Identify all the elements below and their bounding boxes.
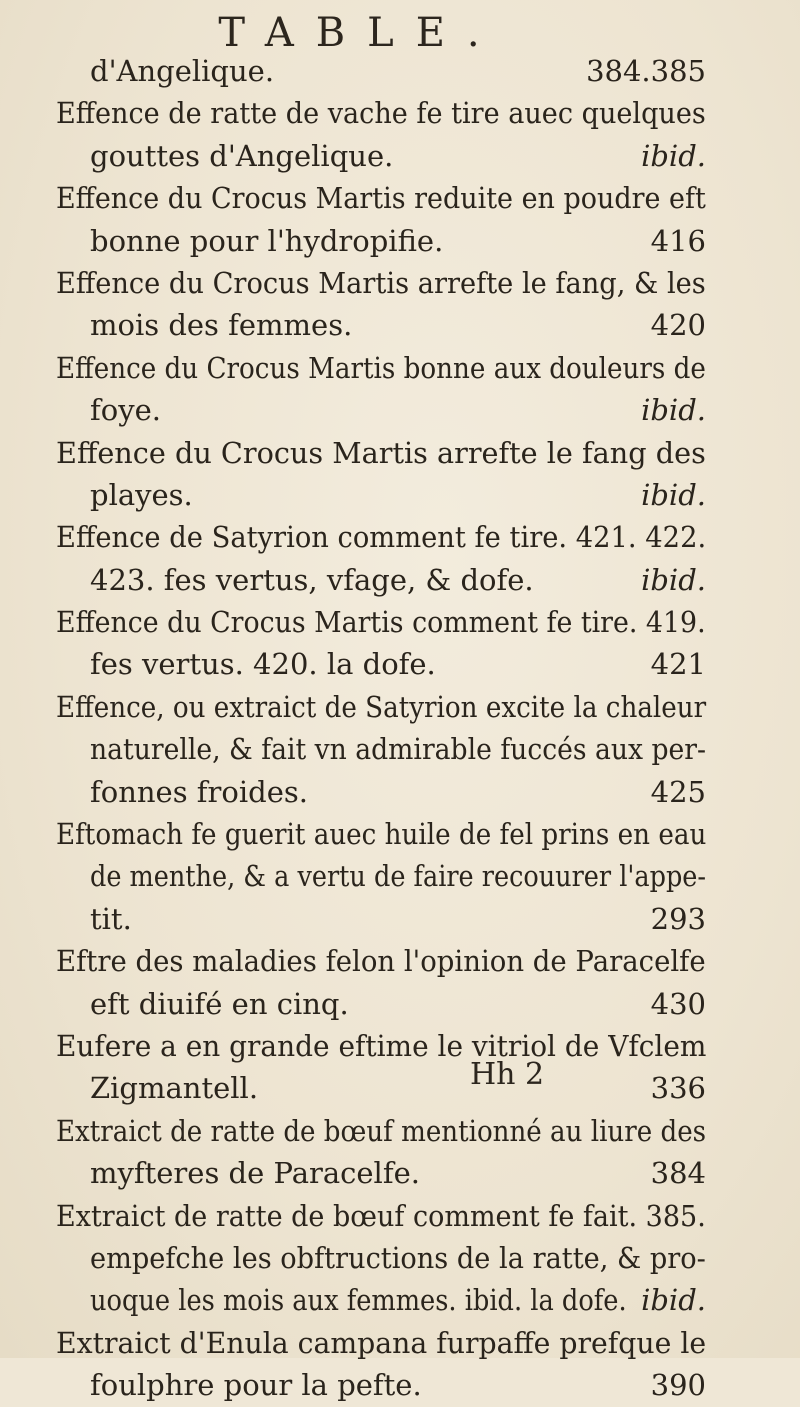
entry-text: fonnes froides. [90,774,308,809]
index-entries [56,50,706,1407]
entry-text: Effence du Crocus Martis bonne aux douleurs de [56,350,706,385]
page-reference: 430 [650,986,706,1021]
entry-continuation-line [56,389,706,431]
entry-text: Effence de Satyrion comment fe tire. 421. 422. [56,520,707,555]
page-reference: 420 [650,308,706,343]
entry-text: myfteres de Paracelfe. [90,1156,420,1191]
page-reference: 425 [650,774,706,809]
entry-line [56,262,706,304]
entry-continuation-line [56,474,706,516]
entry-continuation-line [56,771,706,813]
entry-line [56,516,706,558]
entry-text: mois des femmes. [90,308,353,343]
entry-continuation-line [56,728,706,770]
entry-text: gouttes d'Angelique. [90,138,394,173]
entry-text: tit. [90,901,132,936]
entry-continuation-line [56,220,706,262]
entry-text: de menthe, & a vertu de faire recouurer l'appe- [90,859,707,894]
entry-text: foye. [90,393,161,428]
entry-line [56,686,706,728]
entry-continuation-line [56,50,706,92]
entry-text: Extraict d'Enula campana furpaffe prefque le [56,1325,707,1360]
entry-continuation-line [56,304,706,346]
entry-text: foulphre pour la pefte. [90,1368,422,1403]
page-reference: ibid. [641,477,706,512]
entry-continuation-line [56,1237,706,1279]
entry-text: Effence du Crocus Martis arrefte le fang, & les [56,265,706,300]
entry-line [56,432,706,474]
page-reference: ibid. [641,562,706,597]
page-reference: ibid. [641,1283,706,1318]
entry-line [56,92,706,134]
page-reference: 384 [650,1156,706,1191]
entry-text: bonne pour l'hydropifie. [90,223,444,258]
entry-text: Effence du Crocus Martis comment fe tire. 419. [56,605,706,640]
entry-continuation-line [56,643,706,685]
entry-continuation-line [56,898,706,940]
page-reference: 390 [650,1368,706,1403]
entry-text: naturelle, & fait vn admirable fuccés aux per- [90,732,707,767]
entry-line [56,1025,706,1067]
entry-text: Eufere a en grande eftime le vitriol de Vfclem [56,1028,707,1063]
entry-text: Zigmantell. [90,1071,259,1106]
entry-text: playes. [90,477,193,512]
entry-text: Extraict de ratte de bœuf comment fe fait. 385. [56,1198,706,1233]
page-reference: 336 [650,1071,706,1106]
entry-text: 423. fes vertus, vfage, & dofe. [90,562,534,597]
entry-line [56,940,706,982]
page-reference: 384.385 [586,54,706,88]
entry-text: d'Angelique. [90,54,275,88]
signature-mark: Hh 2 [470,1057,545,1092]
entry-text: Eftre des maladies felon l'opinion de Paracelfe [56,944,706,979]
entry-text: Effence du Crocus Martis reduite en poudre eft [56,181,706,216]
entry-text: Effence du Crocus Martis arrefte le fang des [56,435,706,470]
entry-continuation-line [56,1152,706,1194]
entry-text: fes vertus. 420. la dofe. [90,647,436,682]
entry-text: Extraict de ratte de bœuf mentionné au liure des [56,1113,707,1148]
entry-line [56,813,706,855]
entry-text: Eftomach fe guerit auec huile de fel prins en eau [56,817,707,852]
page-reference: 416 [650,223,706,258]
entry-line [56,1195,706,1237]
entry-text: Effence, ou extraict de Satyrion excite la chaleur [56,689,707,724]
running-head: TABLE. [218,10,502,56]
entry-line [56,1110,706,1152]
entry-continuation-line [56,855,706,897]
entry-continuation-line [56,135,706,177]
entry-continuation-line [56,559,706,601]
entry-text: eft diuifé en cinq. [90,986,349,1021]
entry-text: uoque les mois aux femmes. ibid. la dofe. [90,1283,627,1318]
page-reference: ibid. [641,393,706,428]
entry-text: empefche les obftructions de la ratte, & pro- [90,1240,706,1275]
entry-continuation-line [56,1279,706,1321]
entry-line [56,177,706,219]
page-reference: ibid. [641,138,706,173]
entry-continuation-line [56,983,706,1025]
page-reference: 293 [650,901,706,936]
page-reference: 421 [650,647,706,682]
entry-line [56,601,706,643]
entry-text: Effence de ratte de vache fe tire auec quelques [56,96,706,131]
entry-continuation-line [56,1067,706,1109]
entry-line [56,347,706,389]
entry-continuation-line [56,1364,706,1406]
